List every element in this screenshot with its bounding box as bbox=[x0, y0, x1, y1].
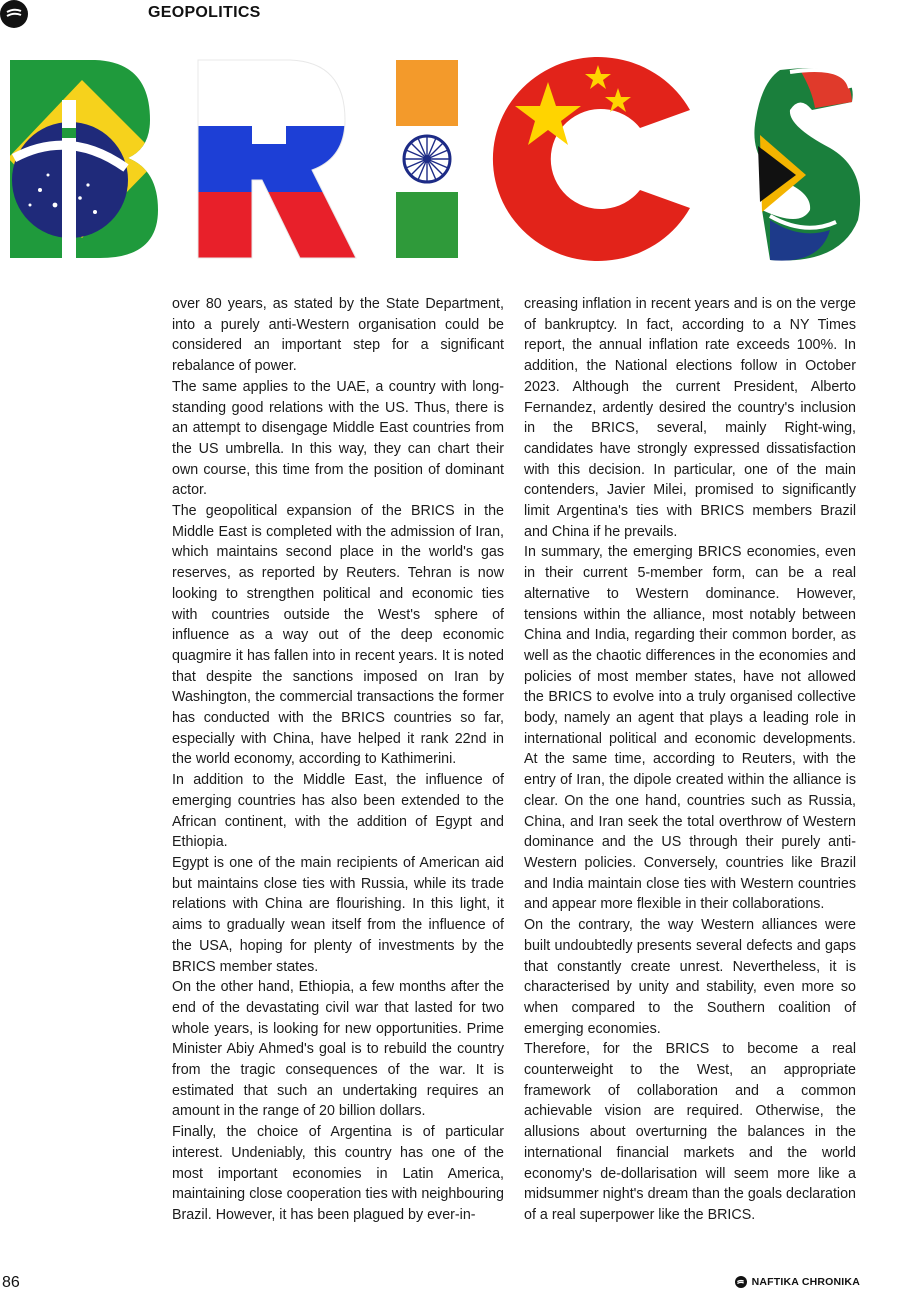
letter-i-india bbox=[396, 60, 458, 258]
letter-s-south-africa bbox=[754, 68, 860, 261]
paragraph: creasing inflation in recent years and is on the verge of bankruptcy. In fact, according to a NY Times report, the annual inflation rate exceeds 100%. In addition, the National elections follow in October 2023. Although the current President, Alberto Fernandez, ardently desired the country's inclusion in the BRICS, several, mainly Right-wing, candidates have strongly expressed dissatisfaction with this decision. In particular, one of the main contenders, Javier Milei, promised to significantly limit Argentina's ties with BRICS members Brazil and China if he prevails. bbox=[524, 296, 856, 540]
paragraph: Egypt is one of the main recipients of American aid but maintains close ties with Russia, while its trade relations with China are flourishing. In this light, it aims to gradually wean itself from the influence of the USA, hoping for plenty of investments by the BRICS member states. bbox=[172, 854, 504, 975]
paragraph: On the contrary, the way Western alliances were built undoubtedly presents several defects and gaps that constantly create unrest. Nevertheless, it is characterised by unity and stability, even more so when compared to the Southern coalition of emerging economies. bbox=[524, 917, 856, 1037]
paragraph: On the other hand, Ethiopia, a few months after the end of the devastating civil war that lasted for two whole years, is looking for new opportunities. Prime Minister Abiy Ahmed's goal is to rebuild the country from the tragic consequences of the war. It is estimated that such an undertaking requires an amount in the range of 20 billion dollars. bbox=[172, 979, 504, 1120]
paragraph: Finally, the choice of Argentina is of particular interest. Undeniably, this country has one of the most important economies in Latin America, maintaining close cooperation ties with neighbouring Brazil. However, it has been plagued by ever-in- bbox=[172, 1124, 504, 1223]
page-number: 86 bbox=[2, 1274, 20, 1291]
paragraph: In addition to the Middle East, the influence of emerging countries has also been extended to the African continent, with the addition of Egypt and Ethiopia. bbox=[172, 772, 504, 851]
brics-flag-banner bbox=[0, 40, 898, 280]
paragraph: over 80 years, as stated by the State Department, into a purely anti-Western organisation could be considered an important step for a significant rebalance of power. bbox=[172, 296, 504, 375]
paragraph: Therefore, for the BRICS to become a real counterweight to the West, an appropriate framework of collaboration and a common achievable vision are required. Otherwise, the allusions about overturning the balances in the international financial markets and the world economy's de-dollarisation will seem more like a midsummer night's dream than the goals declaration of a real superpower like the BRICS. bbox=[524, 1041, 856, 1223]
paragraph: The same applies to the UAE, a country with long-standing good relations with the US. Thus, there is an attempt to disengage Middle East countries from the US umbrella. In this way, they can chart their own course, this time from the position of dominant actor. bbox=[172, 378, 504, 499]
letter-r-russia bbox=[195, 58, 360, 262]
letter-c-china bbox=[493, 57, 690, 261]
paragraph: The geopolitical expansion of the BRICS in the Middle East is completed with the admission of Iran, which maintains second place in the world's gas reserves, as reported by Reuters. Tehran is now looking to strengthen political and economic ties with countries outside the West's sphere of influence as a way out of the deep economic quagmire it has fallen into in recent years. It is noted that despite the sanctions imposed on Iran by Washington, the commercial transactions the former has conducted with the BRICS countries so far, especially with China, have helped it rank 22nd in the world economy, according to Kathimerini. bbox=[172, 503, 504, 768]
swoosh-logo-icon bbox=[735, 1276, 747, 1288]
section-label: GEOPOLITICS bbox=[148, 4, 261, 21]
publication-brand bbox=[735, 1276, 860, 1288]
paragraph: In summary, the emerging BRICS economies, even in their current 5-member form, can be a real alternative to Western dominance. However, tensions within the alliance, most notably between China and India, regarding their common border, as well as the chaotic differences in the economies and policies of most member states, have not allowed the BRICS to evolve into a truly organised collective body, namely an agent that plays a leading role in international political and economic developments. At the same time, according to Reuters, with the entry of Iran, the dipole created within the alliance is clear. On the one hand, countries such as Russia, China, and Iran seek the total overthrow of Western dominance and the US through their purely anti-Western policies. Conversely, countries like Brazil and India maintain close ties with Western countries and appear more flexible in their collaborations. bbox=[524, 544, 856, 913]
article-column-right bbox=[524, 294, 856, 1226]
brand-name: NAFTIKA CHRONIKA bbox=[751, 1276, 860, 1288]
article-column-left bbox=[172, 294, 504, 1226]
letter-b-brazil bbox=[8, 60, 160, 260]
swoosh-logo-icon bbox=[0, 0, 28, 28]
